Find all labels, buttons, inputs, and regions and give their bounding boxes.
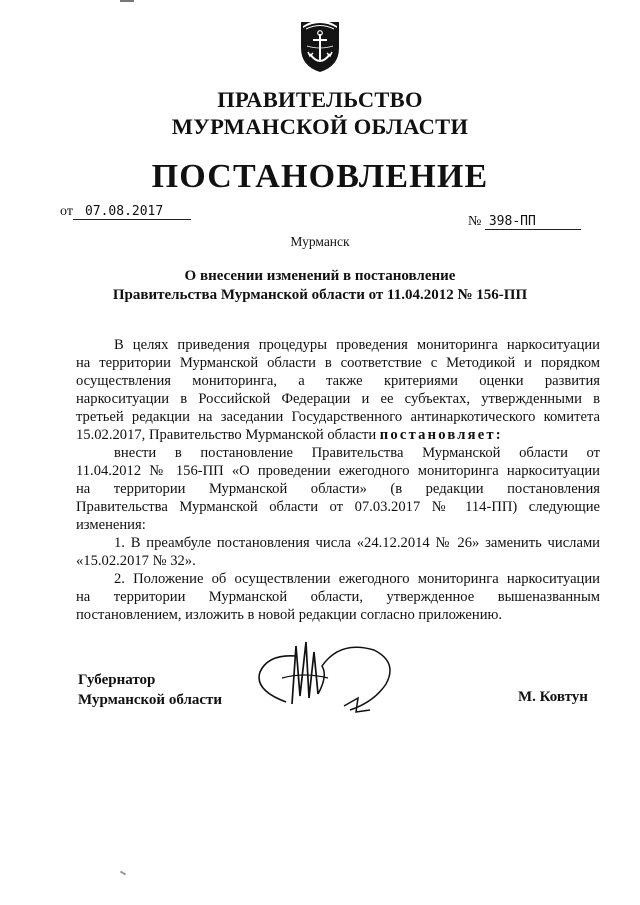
document-type-heading: ПОСТАНОВЛЕНИЕ (151, 158, 489, 195)
body-line: 2. Положение об осуществлении ежегодного мониторинга наркоситуации (114, 571, 600, 587)
scan-mark (120, 0, 134, 2)
body-line: внести в постановление Правительства Мурманской области от (114, 445, 600, 461)
document-title-line2: Правительства Мурманской области от 11.04.2012 № 156-ПП (112, 287, 528, 303)
body-line: третьей редакции на заседании Государственного антинаркотического комитета (76, 408, 600, 425)
body-line: на территории Мурманской области в соответствие с Методикой и порядком (76, 354, 600, 371)
decree-keyword: постановляет: (379, 426, 503, 443)
body-paragraph-1 (76, 337, 600, 444)
number-value: 398-ПП (485, 214, 581, 230)
signatory-name: М. Ковтун (518, 689, 588, 705)
signatory-title-line2: Мурманской области (78, 692, 223, 708)
body-line: «15.02.2017 № 32». (76, 552, 196, 569)
body-line: изменения: (76, 516, 146, 533)
date-prefix: от (60, 204, 73, 219)
handwritten-signature (252, 632, 400, 724)
body-line: на территории Мурманской области» (в редакции постановления (76, 480, 600, 497)
body-line: на территории Мурманской области, утвержденное вышеназванным (76, 588, 600, 605)
body-paragraph-4 (76, 571, 600, 625)
number-prefix: № (468, 214, 482, 229)
document-date (60, 204, 191, 220)
body-paragraph-2 (76, 445, 600, 535)
body-line: осуществления мониторинга, а также критериями оценки развития (76, 372, 600, 389)
signatory-title (78, 670, 222, 710)
body-line: 1. В преамбуле постановления числа «24.12.2014 № 26» заменить числами (114, 535, 600, 551)
body-line: 11.04.2012 № 156-ПП «О проведении ежегодного мониторинга наркоситуации (76, 462, 600, 479)
date-value: 07.08.2017 (73, 204, 191, 220)
body-line: В целях приведения процедуры проведения мониторинга наркоситуации (114, 337, 600, 353)
document-city: Мурманск (290, 234, 350, 249)
scan-mark (120, 871, 126, 876)
murmansk-coat-of-arms-icon (297, 14, 343, 74)
body-paragraph-3 (76, 535, 600, 571)
body-line-text: 15.02.2017, Правительство Мурманской области (76, 426, 377, 443)
document-number (468, 214, 581, 230)
body-line (76, 427, 600, 445)
organization-name-line1: ПРАВИТЕЛЬСТВО (217, 87, 423, 112)
signatory-title-line1: Губернатор (78, 672, 156, 688)
body-line: Правительства Мурманской области от 07.03.2017 № 114-ПП) следующие (76, 498, 600, 515)
body-line: постановлением, изложить в новой редакции согласно приложению. (76, 606, 503, 623)
organization-name-line2: МУРМАНСКОЙ ОБЛАСТИ (171, 114, 469, 139)
body-line: наркоситуации в Российской Федерации и ее субъектах, утвержденными в (76, 390, 600, 407)
document-title-line1: О внесении изменений в постановление (184, 268, 456, 284)
